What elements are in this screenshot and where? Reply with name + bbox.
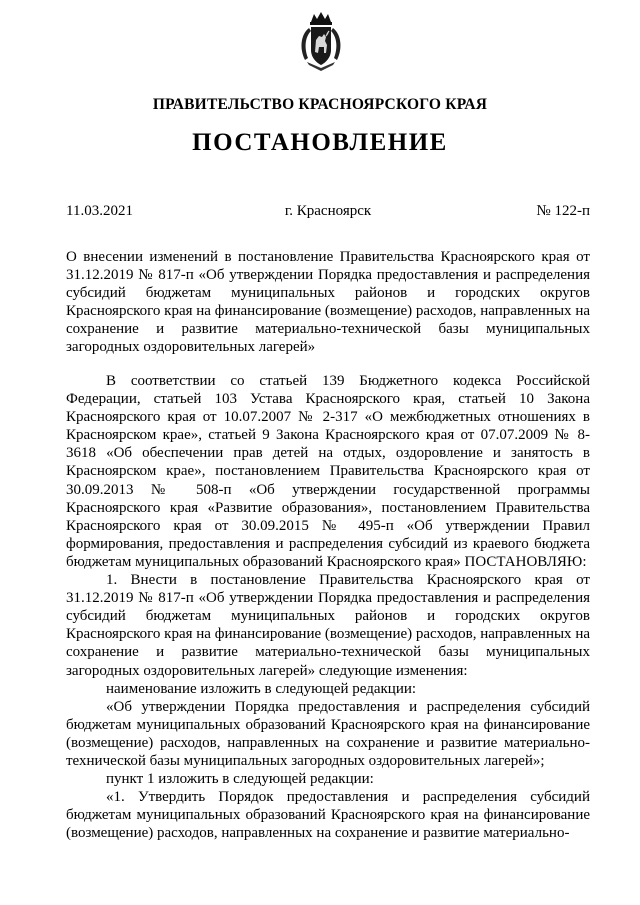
government-title: ПРАВИТЕЛЬСТВО КРАСНОЯРСКОГО КРАЯ <box>152 96 488 113</box>
new-point-1-paragraph: «1. Утвердить Порядок предоставления и распределения субсидий бюджетам муниципальных образований Красноярского края на финансирование (возмещение) расходов, направленных на сохранение и развитие материально- <box>66 789 590 842</box>
krasnoyarsk-coat-of-arms-icon <box>297 10 345 72</box>
point-1-change-paragraph: пункт 1 изложить в следующей редакции: <box>106 771 374 788</box>
preamble-paragraph: В соответствии со статьей 139 Бюджетного кодекса Российской Федерации, статьей 103 Устава Красноярского края, статьей 10 Закона Красноярского края от 10.07.2007 № 2-317 «О межбюджетных отношениях в Красноярском крае», статьей 9 Закона Красноярского края от 07.07.2009 № 8-3618 «Об обеспечении прав детей на отдых, оздоровление и занятость в Красноярском крае», постановлением Правительства Красноярского края от 30.09.2013 № 508-п «Об утверждении государственной программы Красноярского края «Развитие образования», постановлением Правительства Красноярского края от 30.09.2015 № 495-п «Об утверждении Правил формирования, предоставления и распределения субсидий из краевого бюджета бюджетам муниципальных образований Красноярского края» ПОСТАНОВЛЯЮ: <box>66 373 590 570</box>
document-subject: О внесении изменений в постановление Правительства Красноярского края от 31.12.2019 № 817-п «Об утверждении Порядка предоставления и распределения субсидий бюджетам муниципальных районов и городских округов Красноярского края на финансирование (возмещение) расходов, направленных на сохранение и развитие материально-технической базы муниципальных загородных оздоровительных лагерей» <box>66 249 590 356</box>
title-change-paragraph: наименование изложить в следующей редакции: <box>106 680 417 697</box>
clause-1-paragraph: 1. Внести в постановление Правительства Красноярского края от 31.12.2019 № 817-п «Об утверждении Порядка предоставления и распределения субсидий бюджетам муниципальных районов и городских округов Красноярского края на финансирование (возмещение) расходов, направленных на сохранение и развитие материально-технической базы муниципальных загородных оздоровительных лагерей» следующие изменения: <box>66 572 590 679</box>
document-date: 11.03.2021 <box>66 203 133 219</box>
document-type-title: ПОСТАНОВЛЕНИЕ <box>192 129 448 156</box>
document-number: № 122-п <box>536 203 590 219</box>
document-city: г. Красноярск <box>284 203 372 219</box>
new-title-paragraph: «Об утверждении Порядка предоставления и распределения субсидий бюджетам муниципальных образований Красноярского края на финансирование (возмещение) расходов, направленных на сохранение и развитие материально-технической базы муниципальных загородных оздоровительных лагерей»; <box>66 698 590 769</box>
document-body <box>66 372 590 842</box>
document-meta-row <box>66 202 590 222</box>
